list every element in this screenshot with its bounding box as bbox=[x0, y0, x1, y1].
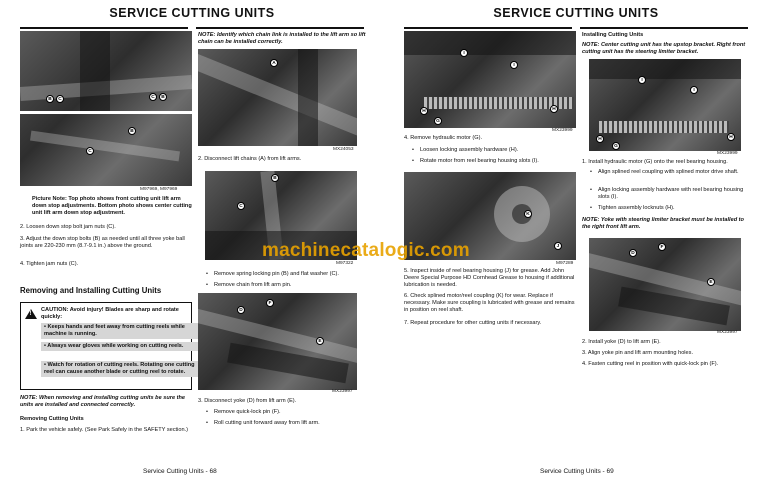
page-footer: Service Cutting Units - 69 bbox=[540, 468, 614, 475]
step-text: 4. Remove hydraulic motor (G). bbox=[404, 135, 483, 141]
callout-b: B bbox=[128, 127, 136, 135]
bullet-item: • Loosen locking assembly hardware (H). bbox=[411, 147, 576, 154]
callout-c: C bbox=[56, 95, 64, 103]
step-text: 1. Install hydraulic motor (G) onto the reel bearing housing. bbox=[582, 159, 728, 165]
photo-caption: MX24053 bbox=[333, 147, 354, 152]
header-rule bbox=[404, 27, 572, 29]
callout-i: I bbox=[510, 61, 518, 69]
section-title: Removing and Installing Cutting Units bbox=[20, 286, 162, 295]
photo-hydraulic-motor bbox=[404, 31, 576, 128]
callout-c: C bbox=[237, 202, 245, 210]
step-text: 2. Install yoke (D) to lift arm (E). bbox=[582, 339, 661, 345]
bullet-item: • Align locking assembly hardware with reel bearing housing slots (I). bbox=[589, 187, 749, 201]
step-text: 3. Align yoke pin and lift arm mounting holes. bbox=[582, 350, 694, 356]
callout-h: H bbox=[550, 105, 558, 113]
photo-yoke bbox=[198, 293, 357, 390]
photo-down-stop bbox=[20, 31, 192, 186]
callout-i: I bbox=[460, 49, 468, 57]
bullet-item: • Roll cutting unit forward away from lift arm. bbox=[205, 420, 367, 427]
callout-f: F bbox=[658, 243, 666, 251]
watermark: machinecatalogic.com bbox=[262, 240, 470, 261]
callout-h: H bbox=[727, 133, 735, 141]
bullet-item: • Remove chain from lift arm pin. bbox=[205, 282, 367, 289]
warning-icon: ! bbox=[25, 309, 37, 319]
callout-b: B bbox=[46, 95, 54, 103]
caution-item: • Always wear gloves while working on cutting reels. bbox=[41, 342, 205, 351]
caution-item: • Keeps hands and feet away from cutting reels while machine is running. bbox=[41, 323, 205, 339]
photo-install-motor bbox=[589, 59, 741, 151]
page-header: SERVICE CUTTING UNITS bbox=[109, 6, 275, 20]
step-text: 7. Repeat procedure for other cutting units if necessary. bbox=[404, 320, 542, 326]
step-text: 2. Disconnect lift chains (A) from lift arms. bbox=[198, 156, 302, 162]
subheading: Removing Cutting Units bbox=[20, 416, 84, 422]
callout-g: G bbox=[612, 142, 620, 150]
photo-caption: MX23999 bbox=[552, 128, 573, 133]
photo-caption: MX23997 bbox=[717, 330, 738, 335]
callout-j: J bbox=[554, 242, 562, 250]
callout-e: E bbox=[707, 278, 715, 286]
callout-c: C bbox=[86, 147, 94, 155]
note-text: NOTE: Center cutting unit has the upstop bracket. Right front cutting unit has the steering limiter bracket. bbox=[582, 42, 746, 56]
photo-caption: MX23997 bbox=[332, 389, 353, 394]
callout-d: D bbox=[629, 249, 637, 257]
photo-lift-chains bbox=[198, 49, 357, 146]
photo-caption: M97289 bbox=[556, 261, 574, 266]
page-header: SERVICE CUTTING UNITS bbox=[493, 6, 659, 20]
step-text: 3. Adjust the down stop bolts (B) as needed until all three yoke ball joints are 220-230 mm (8.7-9.1 in.) above the ground. bbox=[20, 236, 185, 250]
step-text: 4. Tighten jam nuts (C). bbox=[20, 261, 79, 267]
callout-b: B bbox=[271, 174, 279, 182]
callout-d: D bbox=[237, 306, 245, 314]
callout-b: B bbox=[159, 93, 167, 101]
caution-box bbox=[20, 302, 195, 390]
photo-caption: MX23999 bbox=[717, 151, 738, 156]
callout-i: I bbox=[690, 86, 698, 94]
header-rule bbox=[580, 27, 748, 29]
callout-c: C bbox=[149, 93, 157, 101]
picture-note: Picture Note: Top photo shows front cutting unit lift arm down stop adjustments. Bottom photo shows center cutting unit lift arm down stop adjustment. bbox=[32, 196, 192, 217]
step-text: 1. Park the vehicle safely. (See Park Safely in the SAFETY section.) bbox=[20, 427, 188, 433]
note-text: NOTE: Yoke with steering limiter bracket must be installed to the right front lift arm. bbox=[582, 217, 744, 231]
note-text: NOTE: Identify which chain link is installed to the lift arm so lift chain can be installed correctly. bbox=[198, 32, 366, 46]
callout-a: A bbox=[270, 59, 278, 67]
bullet-item: • Rotate motor from reel bearing housing slots (I). bbox=[411, 158, 576, 165]
callout-g: G bbox=[434, 117, 442, 125]
caution-item: • Watch for rotation of cutting reels. Rotating one cutting reel can cause another blade or cutting reel to rotate. bbox=[41, 361, 205, 377]
bullet-item: • Remove quick-lock pin (F). bbox=[205, 409, 367, 416]
page-footer: Service Cutting Units - 68 bbox=[143, 468, 217, 475]
step-text: 6. Check splined motor/reel coupling (K) for wear. Replace if necessary. Make sure coupling is lubricated with grease and remains in position on reel shaft. bbox=[404, 293, 575, 314]
header-rule bbox=[20, 27, 188, 29]
bullet-item: • Tighten assembly locknuts (H). bbox=[589, 205, 749, 212]
callout-h: H bbox=[420, 107, 428, 115]
callout-e: E bbox=[316, 337, 324, 345]
bullet-item: • Align splined reel coupling with splined motor drive shaft. bbox=[589, 169, 749, 176]
step-text: 2. Loosen down stop bolt jam nuts (C). bbox=[20, 224, 116, 230]
step-text: 5. Inspect inside of reel bearing housing (J) for grease. Add John Deere Special Purpose HD Cornhead Grease to housing if additional lubrication is needed. bbox=[404, 268, 575, 289]
photo-caption: M97969, M97969 bbox=[140, 187, 178, 192]
header-rule bbox=[196, 27, 364, 29]
subheading: Installing Cutting Units bbox=[582, 32, 644, 38]
callout-k: K bbox=[524, 210, 532, 218]
callout-h: H bbox=[596, 135, 604, 143]
photo-caption: M97322 bbox=[336, 261, 354, 266]
bullet-item: • Remove spring locking pin (B) and flat washer (C). bbox=[205, 271, 367, 278]
photo-install-yoke bbox=[589, 238, 741, 331]
step-text: 3. Disconnect yoke (D) from lift arm (E). bbox=[198, 398, 297, 404]
caution-title: CAUTION: Avoid injury! Blades are sharp and rotate quickly: bbox=[41, 307, 179, 321]
note-text: NOTE: When removing and installing cutting units be sure the units are installed and connected correctly. bbox=[20, 395, 186, 409]
callout-i: I bbox=[638, 76, 646, 84]
callout-f: F bbox=[266, 299, 274, 307]
step-text: 4. Fasten cutting reel in position with quick-lock pin (F). bbox=[582, 361, 719, 367]
